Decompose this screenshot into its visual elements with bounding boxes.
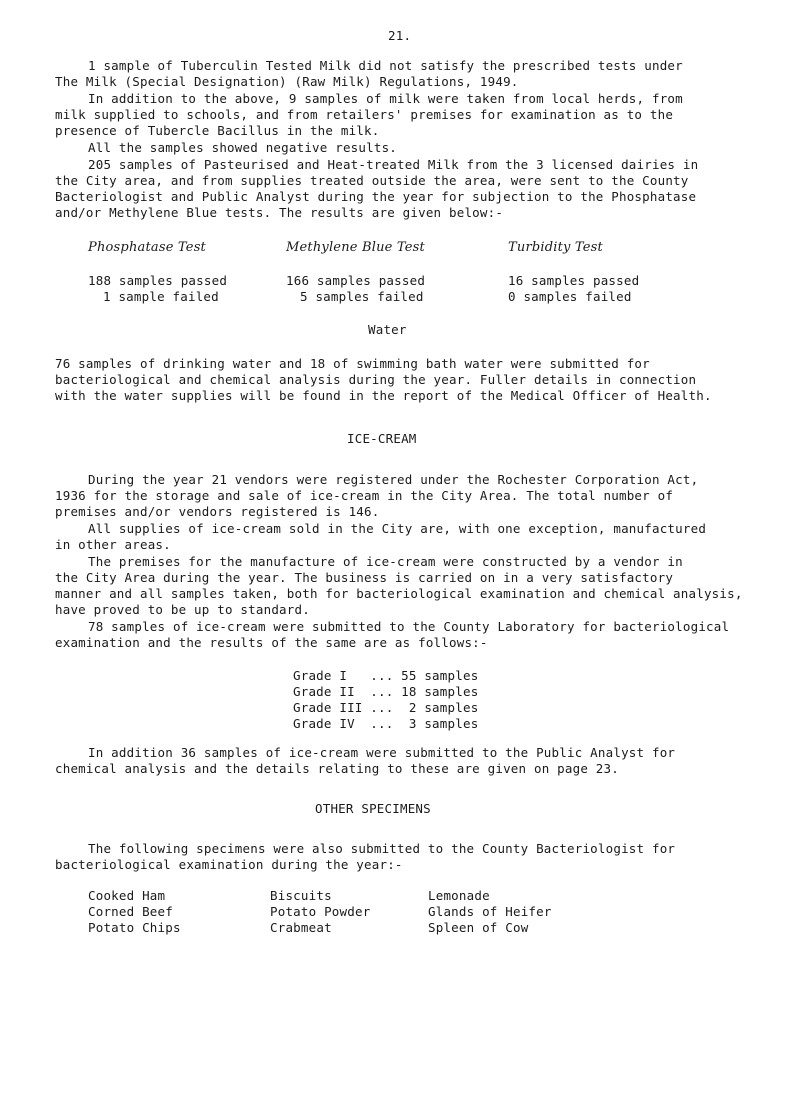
icecream-p4-line2: examination and the results of the same are as follows:-	[55, 635, 488, 650]
water-heading: Water	[368, 322, 407, 337]
grade-4: Grade IV ... 3 samples	[293, 716, 479, 731]
specimen-potato-powder: Potato Powder	[270, 904, 371, 919]
icecream-heading: ICE-CREAM	[347, 431, 417, 446]
milk-p2-line3: presence of Tubercle Bacillus in the milk.	[55, 123, 380, 138]
other-heading: OTHER SPECIMENS	[315, 801, 431, 816]
icecream-p4-line1: 78 samples of ice-cream were submitted to the County Laboratory for bacteriological	[88, 619, 730, 634]
icecream-p1-line3: premises and/or vendors registered is 146.	[55, 504, 380, 519]
phosphatase-passed: 188 samples passed	[88, 273, 228, 288]
specimen-lemonade: Lemonade	[428, 888, 490, 903]
icecream-p3-line4: have proved to be up to standard.	[55, 602, 310, 617]
icecream-p5-line1: In addition 36 samples of ice-cream were submitted to the Public Analyst for	[88, 745, 676, 760]
water-p1-line3: with the water supplies will be found in the report of the Medical Officer of Health.	[55, 388, 712, 403]
phosphatase-failed: 1 sample failed	[103, 289, 219, 304]
icecream-p5-line2: chemical analysis and the details relating to these are given on page 23.	[55, 761, 619, 776]
specimen-potato-chips: Potato Chips	[88, 920, 181, 935]
specimen-crabmeat: Crabmeat	[270, 920, 332, 935]
milk-p4-line3: Bacteriologist and Public Analyst during the year for subjection to the Phosphatase	[55, 189, 697, 204]
milk-p3-line1: All the samples showed negative results.	[88, 140, 398, 155]
milk-p1-line1: 1 sample of Tuberculin Tested Milk did not satisfy the prescribed tests under	[88, 58, 683, 73]
phosphatase-header: Phosphatase Test	[88, 240, 206, 255]
turbidity-passed: 16 samples passed	[508, 273, 640, 288]
specimen-biscuits: Biscuits	[270, 888, 332, 903]
water-p1-line1: 76 samples of drinking water and 18 of swimming bath water were submitted for	[55, 356, 650, 371]
icecream-p3-line1: The premises for the manufacture of ice-cream were constructed by a vendor in	[88, 554, 683, 569]
specimen-corned-beef: Corned Beef	[88, 904, 173, 919]
other-p1-line2: bacteriological examination during the year:-	[55, 857, 403, 872]
grade-3: Grade III ... 2 samples	[293, 700, 479, 715]
specimen-spleen-of-cow: Spleen of Cow	[428, 920, 529, 935]
specimen-cooked-ham: Cooked Ham	[88, 888, 166, 903]
methylene-passed: 166 samples passed	[286, 273, 426, 288]
icecream-p3-line2: the City Area during the year. The business is carried on in a very satisfactory	[55, 570, 674, 585]
water-p1-line2: bacteriological and chemical analysis during the year. Fuller details in connection	[55, 372, 697, 387]
grade-1: Grade I ... 55 samples	[293, 668, 479, 683]
grade-2: Grade II ... 18 samples	[293, 684, 479, 699]
milk-p4-line4: and/or Methylene Blue tests. The results are given below:-	[55, 205, 504, 220]
milk-p4-line2: the City area, and from supplies treated outside the area, were sent to the County	[55, 173, 689, 188]
turbidity-header: Turbidity Test	[508, 240, 603, 255]
icecream-p2-line1: All supplies of ice-cream sold in the City are, with one exception, manufactured	[88, 521, 707, 536]
milk-p2-line2: milk supplied to schools, and from retailers' premises for examination as to the	[55, 107, 674, 122]
milk-p1-line2: The Milk (Special Designation) (Raw Milk) Regulations, 1949.	[55, 74, 519, 89]
methylene-failed: 5 samples failed	[300, 289, 424, 304]
icecream-p3-line3: manner and all samples taken, both for bacteriological examination and chemical analysis,	[55, 586, 743, 601]
specimen-glands-of-heifer: Glands of Heifer	[428, 904, 552, 919]
page-number: 21.	[388, 28, 412, 43]
turbidity-failed: 0 samples failed	[508, 289, 632, 304]
milk-p4-line1: 205 samples of Pasteurised and Heat-treated Milk from the 3 licensed dairies in	[88, 157, 699, 172]
methylene-header: Methylene Blue Test	[286, 240, 425, 255]
icecream-p1-line1: During the year 21 vendors were registered under the Rochester Corporation Act,	[88, 472, 699, 487]
other-p1-line1: The following specimens were also submitted to the County Bacteriologist for	[88, 841, 676, 856]
icecream-p1-line2: 1936 for the storage and sale of ice-cream in the City Area. The total number of	[55, 488, 674, 503]
icecream-p2-line2: in other areas.	[55, 537, 171, 552]
milk-p2-line1: In addition to the above, 9 samples of milk were taken from local herds, from	[88, 91, 683, 106]
